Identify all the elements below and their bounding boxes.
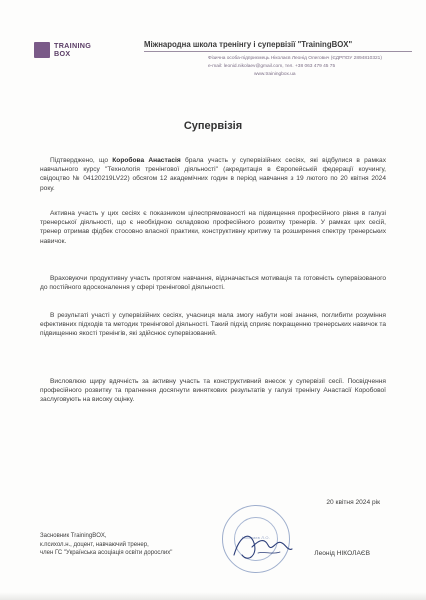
signatory-name: Леонід НІКОЛАЄВ — [314, 550, 370, 557]
header-entrepreneur-line: Фізична особа-підприємець Ніколаєв Леонід Олегович (ЄДРПОУ 2894810321) — [208, 56, 382, 61]
handwritten-signature — [228, 525, 298, 567]
trainingbox-logo-icon — [34, 42, 50, 58]
header-contact-line: e-mail: leonid.nikolaev@gmail.com, тел. +38 063 479 45 75 — [208, 64, 336, 69]
page-bottom-edge — [0, 592, 426, 600]
signatory-degree: к.психол.н., доцент, навчаючий тренер, — [40, 541, 149, 548]
paragraph-gratitude: Висловлюю щиру вдячність за активну участь та конструктивний внесок у супервізії сесії. Посвідчення професійного розвитку та прагнення досягнути виняткових результатів у галузі тренінгу Анастасії Коробової заслуговують на високу оцінку. — [40, 378, 386, 404]
document-date: 20 квітня 2024 рік — [326, 499, 380, 506]
signatory-role: Засновник TrainingBOX, — [40, 533, 107, 539]
header-divider — [144, 51, 412, 52]
school-title: Міжнародна школа тренінгу і супервізії "TrainingBOX" — [144, 40, 353, 49]
signatory-block — [40, 532, 172, 558]
paragraph-confirmation — [40, 156, 386, 193]
paragraph-activity: Активна участь у цих сесіях є показником цілеспрямованості на підвищення професійного рівня в галузі тренерської діяльності, що є необхідною складовою професійного розвитку тренерів. У рамках цих сесій, тренер отримав фідбек стосовно власної практики, конструктивну критику та розширення спектру тренерських навичок. — [40, 210, 386, 245]
logo-line-2: BOX — [54, 49, 71, 59]
paragraph-1-body: брала участь у супервізійних сесіях, які відбулися в рамках навчального курсу "Технологія тренінгової діяльності" (акредитація в Європейській федерації коучингу, свідоцтво № 04120219LV22) обсягом 12 академічних годин в період навчання з 19 лютого по 20 квітня 2024 року. — [40, 157, 387, 192]
signatory-membership: член ГС "Українська асоціація освіти дорослих" — [40, 550, 173, 557]
participant-name: Коробова Анастасія — [112, 157, 181, 164]
paragraph-motivation: Враховуючи продуктивну участь протягом навчання, відзначається мотивація та готовність супервізованого до постійного вдосконалення у сфері тренінгової діяльності. — [40, 275, 386, 292]
document-title: Супервізія — [183, 120, 243, 132]
logo-text — [54, 42, 91, 59]
seal-text: Ніколаєв Л.О. — [241, 535, 271, 540]
paragraph-1-intro: Підтверджено, що — [50, 157, 113, 164]
letterhead — [34, 40, 404, 84]
paragraph-results: В результаті участі у супервізійних сесіях, учасниця мала змогу набути нові знання, поглибити розуміння ефективних підходів та методик тренінгової діяльності. Такий підхід сприяє покращенню тренерських навичок та підвищенню якості тренінгів, які здійснює супервізований. — [40, 312, 386, 338]
logo-line-1: TRAINING — [54, 41, 92, 50]
header-website-line: www.trainingbox.ua — [254, 72, 296, 77]
